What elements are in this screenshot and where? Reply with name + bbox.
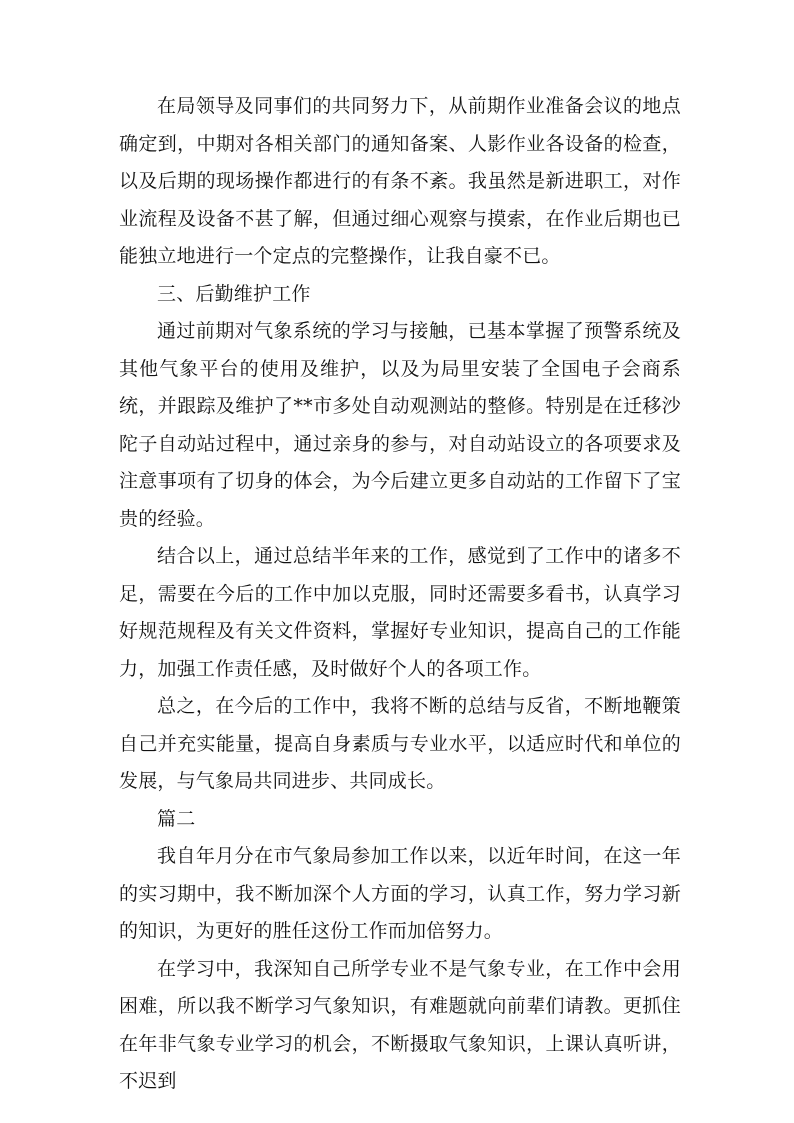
paragraph-operations-summary: 在局领导及同事们的共同努力下，从前期作业准备会议的地点确定到，中期对各相关部门的通知备案、人影作业各设备的检查，以及后期的现场操作都进行的有条不紊。我虽然是新进职工，对作业流程及设备不甚了解，但通过细心观察与摸索，在作业后期也已能独立地进行一个定点的完整操作，让我自豪不已。 — [119, 95, 681, 267]
paragraph-intro-part-two: 我自年月分在市气象局参加工作以来，以近年时间，在这一年的实习期中，我不断加深个人方面的学习，认真工作，努力学习新的知识，为更好的胜任这份工作而加倍努力。 — [119, 845, 681, 942]
paragraph-conclusion: 总之，在今后的工作中，我将不断的总结与反省，不断地鞭策自己并充实能量，提高自身素质与专业水平，以适应时代和单位的发展，与气象局共同进步、共同成长。 — [119, 695, 681, 792]
paragraph-logistics: 通过前期对气象系统的学习与接触，已基本掌握了预警系统及其他气象平台的使用及维护，以及为局里安装了全国电子会商系统，并跟踪及维护了**市多处自动观测站的整修。特别是在迁移沙陀子自动站过程中，通过亲身的参与，对自动站设立的各项要求及注意事项有了切身的体会，为今后建立更多自动站的工作留下了宝贵的经验。 — [119, 320, 681, 530]
paragraph-shortcomings: 结合以上，通过总结半年来的工作，感觉到了工作中的诸多不足，需要在今后的工作中加以克服，同时还需要多看书，认真学习好规范规程及有关文件资料，掌握好专业知识，提高自己的工作能力，加强工作责任感，及时做好个人的各项工作。 — [119, 545, 681, 680]
section-heading-part-two: 篇二 — [157, 807, 196, 830]
section-heading-logistics: 三、后勤维护工作 — [157, 282, 311, 305]
document-body — [119, 88, 681, 1101]
paragraph-study: 在学习中，我深知自己所学专业不是气象专业，在工作中会用困难，所以我不断学习气象知识，有难题就向前辈们请教。更抓住在年非气象专业学习的机会，不断摄取气象知识，上课认真听讲，不迟到 — [119, 957, 681, 1092]
